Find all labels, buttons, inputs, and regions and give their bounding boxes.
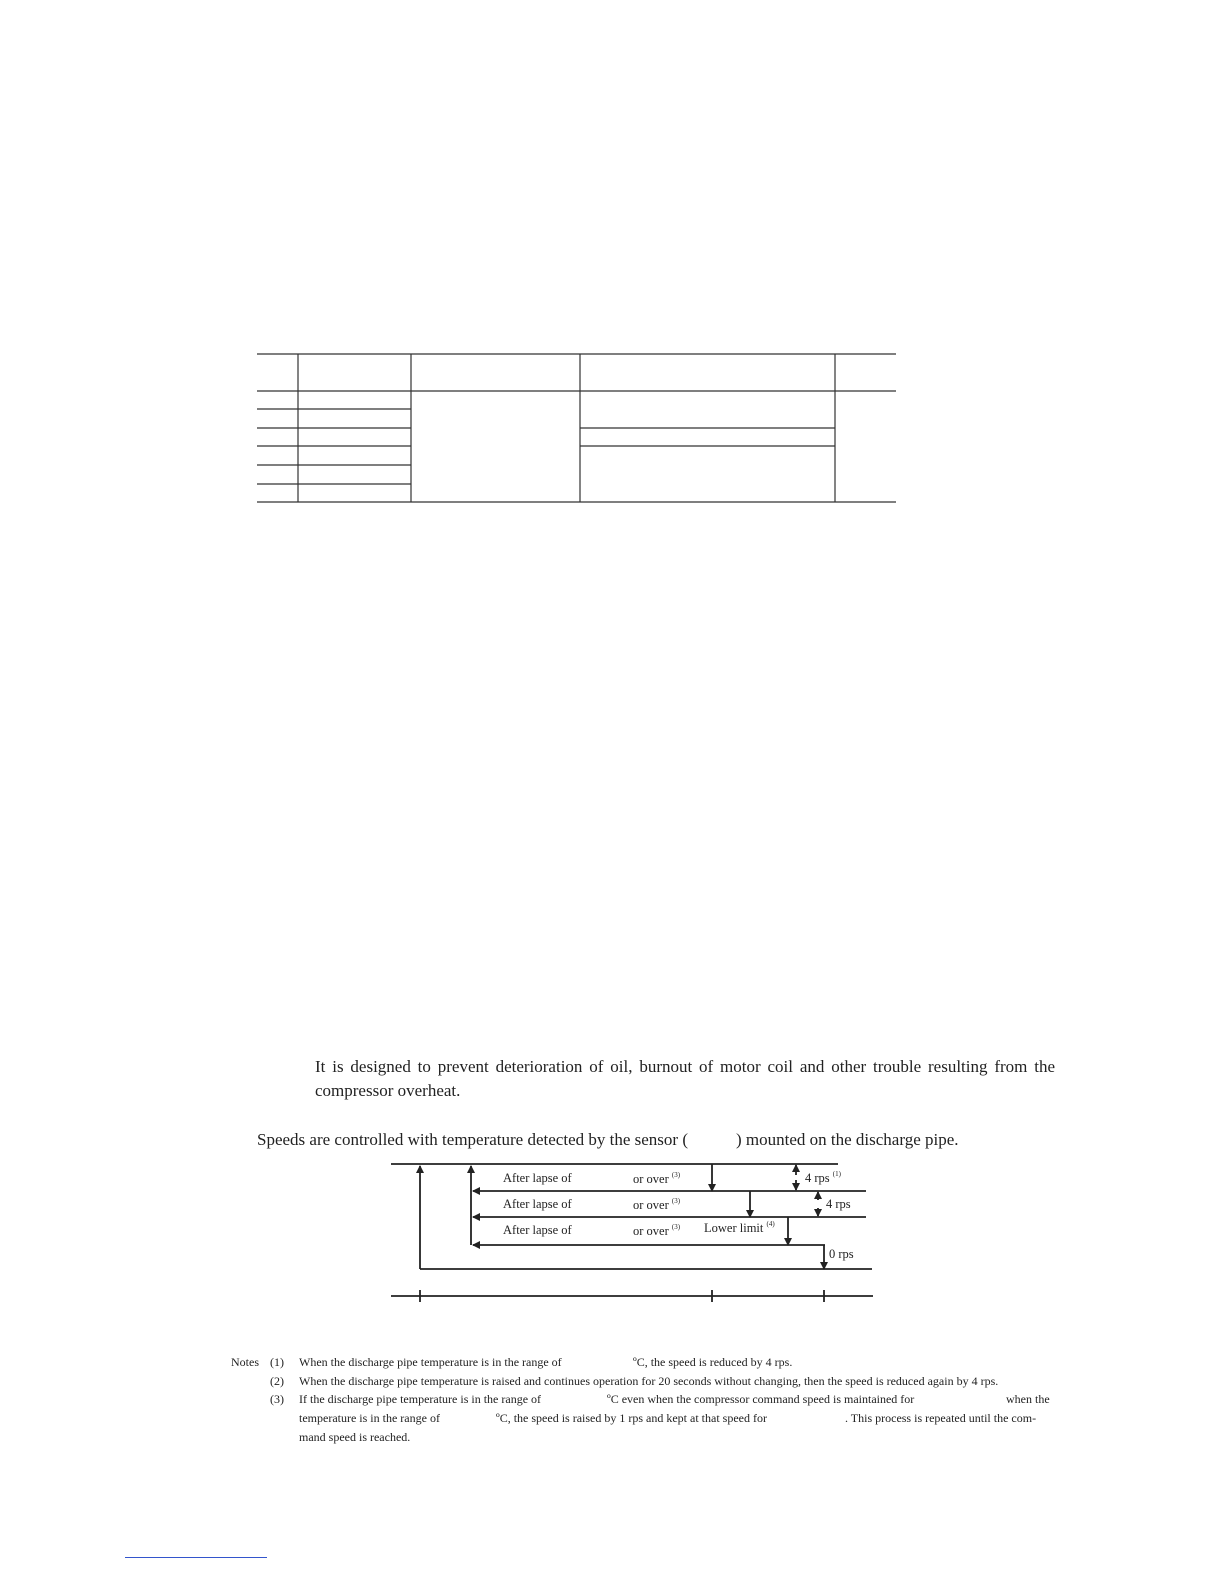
sensor-sentence-after: ) mounted on the discharge pipe. (735, 1130, 959, 1149)
step-mid-label: 4 rps (826, 1197, 851, 1211)
note-3-line2-a: temperature is in the range of (299, 1411, 440, 1425)
row1-suffix: or over $^{(3)}$ (633, 1171, 681, 1186)
note-1-num: (1) (270, 1355, 284, 1369)
row1-label: After lapse of (503, 1171, 572, 1185)
note-1-text-a: When the discharge pipe temperature is in the range of (299, 1355, 562, 1369)
note-2-text: When the discharge pipe temperature is raised and continues operation for 20 seconds without changing, then the speed is reduced again by 4 rps. (299, 1374, 999, 1388)
note-3-line2-c: . This process is repeated until the com- (845, 1411, 1037, 1425)
lower-limit-label: Lower limit $^{(4)}$ (704, 1220, 775, 1235)
note-3-line1-c: when the (1006, 1392, 1050, 1406)
row2-label: After lapse of (503, 1197, 572, 1211)
note-3-line1-b: ºC even when the compressor command speed is maintained for (607, 1392, 915, 1406)
intro-paragraph: It is designed to prevent deterioration of oil, burnout of motor coil and other trouble resulting from the compressor overheat. (315, 1057, 1055, 1100)
sensor-sentence-before: Speeds are controlled with temperature detected by the sensor ( (257, 1130, 688, 1149)
note-3-line3: mand speed is reached. (299, 1430, 411, 1444)
step-top-label: 4 rps $^{(1)}$ (805, 1170, 841, 1185)
note-3-num: (3) (270, 1392, 284, 1406)
row3-suffix: or over $^{(3)}$ (633, 1223, 681, 1238)
notes-heading: Notes (231, 1355, 259, 1369)
footer-rule (125, 1557, 267, 1558)
row2-suffix: or over $^{(3)}$ (633, 1197, 681, 1212)
note-3-line1-a: If the discharge pipe temperature is in the range of (299, 1392, 542, 1406)
note-1-text-b: ºC, the speed is reduced by 4 rps. (633, 1355, 793, 1369)
row3-label: After lapse of (503, 1223, 572, 1237)
note-2-num: (2) (270, 1374, 284, 1388)
note-3-line2-b: ºC, the speed is raised by 1 rps and kept at that speed for (496, 1411, 767, 1425)
zero-speed-label: 0 rps (829, 1247, 854, 1261)
